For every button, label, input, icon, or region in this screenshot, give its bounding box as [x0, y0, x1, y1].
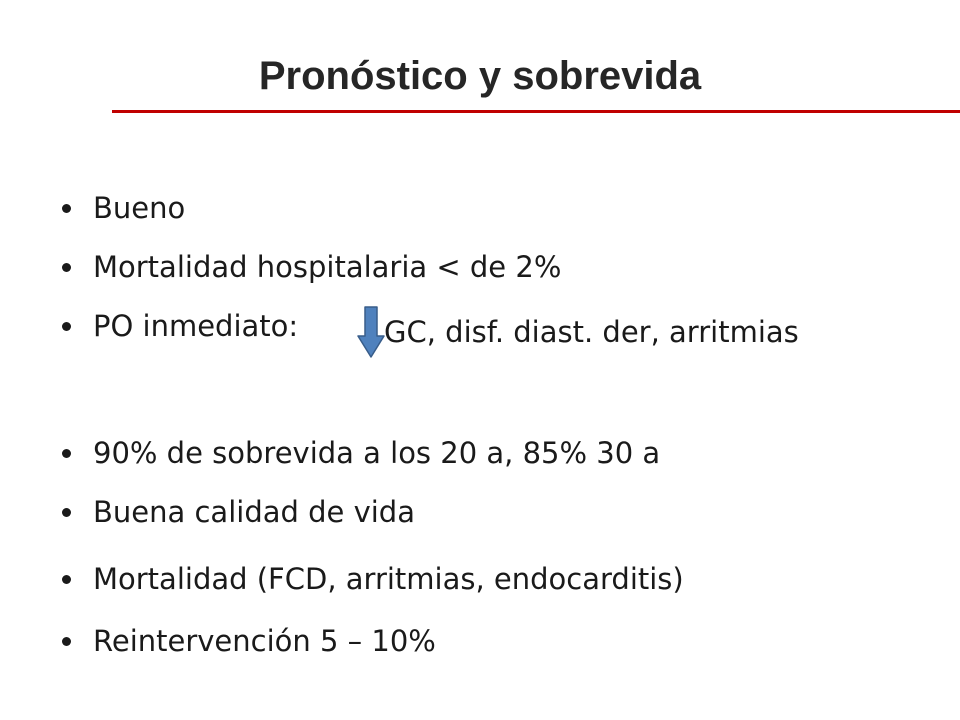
bullet-text: Bueno [93, 191, 186, 225]
bullet-item [62, 306, 298, 346]
bullet-item [62, 621, 436, 661]
bullet-dot-icon [62, 508, 71, 517]
bullet-text: PO inmediato: [93, 309, 299, 343]
bullet-dot-icon [62, 263, 71, 272]
bullet-dot-icon [62, 204, 71, 213]
bullet-dot-icon [62, 575, 71, 584]
bullet-text: Buena calidad de vida [93, 495, 415, 529]
bullet-text: 90% de sobrevida a los 20 a, 85% 30 a [93, 436, 661, 470]
bullet-item [62, 247, 561, 287]
bullet-item [62, 433, 660, 473]
po-inmediato-detail-text: GC, disf. diast. der, arritmias [384, 315, 799, 349]
bullet-item [62, 559, 684, 599]
down-arrow-icon [356, 306, 386, 358]
bullet-dot-icon [62, 637, 71, 646]
bullet-item [62, 492, 415, 532]
bullet-item [62, 188, 185, 228]
bullet-dot-icon [62, 449, 71, 458]
bullet-text: Mortalidad (FCD, arritmias, endocarditis) [93, 562, 684, 596]
bullet-dot-icon [62, 322, 71, 331]
bullet-text: Reintervención 5 – 10% [93, 624, 436, 658]
slide-title: Pronóstico y sobrevida [258, 54, 702, 98]
bullet-text: Mortalidad hospitalaria < de 2% [93, 250, 562, 284]
